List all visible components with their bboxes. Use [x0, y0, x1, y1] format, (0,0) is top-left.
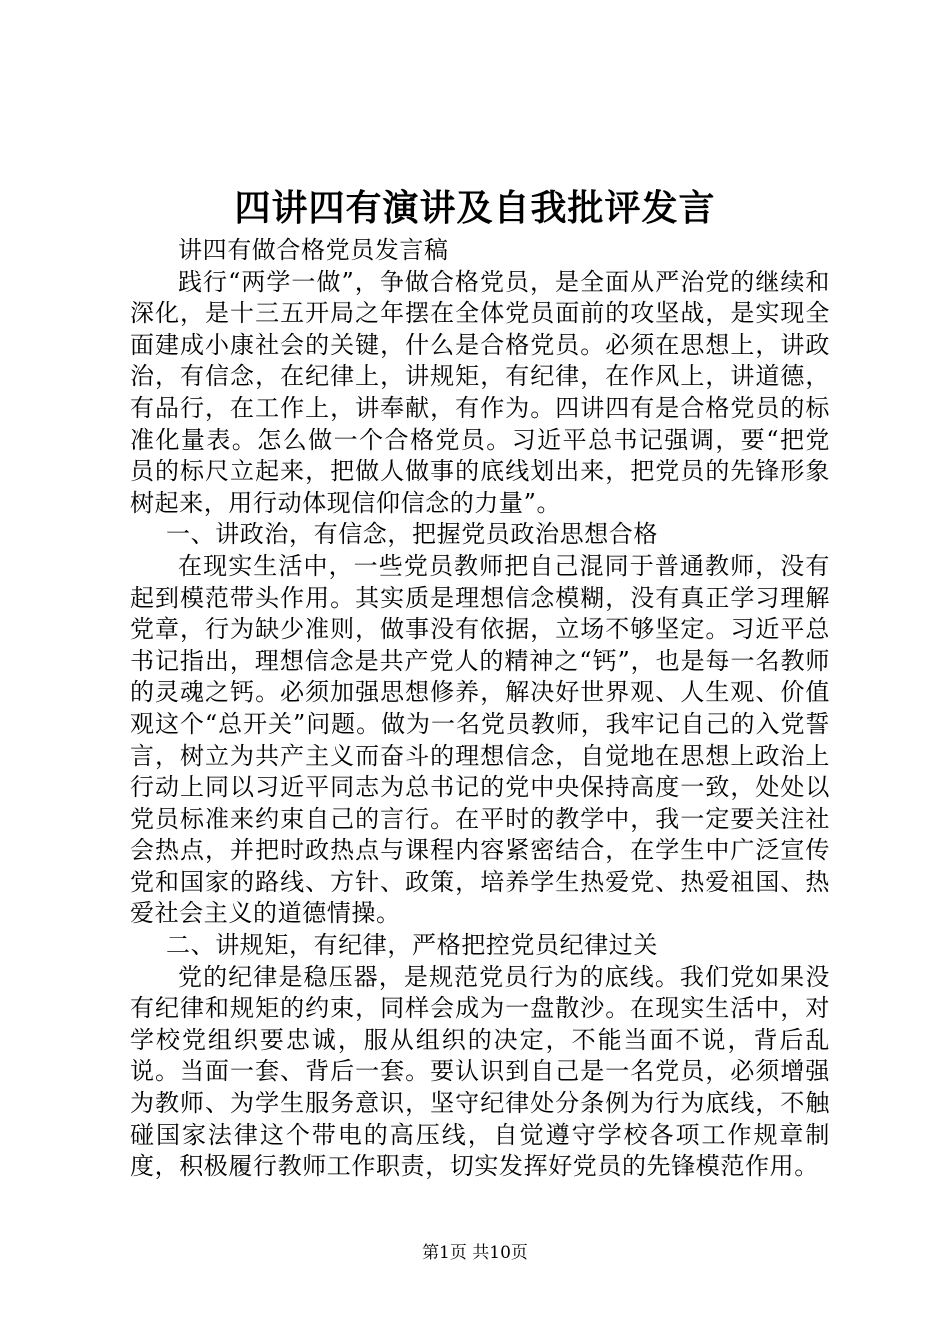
body-paragraph: 在现实生活中，一些党员教师把自己混同于普通教师，没有起到模范带头作用。其实质是理想信念模糊，没有真正学习理解党章，行为缺少准则，做事没有依据，立场不够坚定。习近平总书记指出，理想信念是共产党人的精神之“钙”，也是每一名教师的灵魂之钙。必须加强思想修养，解决好世界观、人生观、价值观这个“总开关”问题。做为一名党员教师，我牢记自己的入党誓言，树立为共产主义而奋斗的理想信念，自觉地在思想上政治上行动上同以习近平同志为总书记的党中央保持高度一致，处处以党员标准来约束自己的言行。在平时的教学中，我一定要关注社会热点，并把时政热点与课程内容紧密结合，在学生中广泛宣传党和国家的路线、方针、政策，培养学生热爱党、热爱祖国、热爱社会主义的道德情操。	[130, 551, 830, 928]
section-heading: 一、讲政治，有信念，把握党员政治思想合格	[166, 520, 658, 549]
body-paragraph: 党的纪律是稳压器，是规范党员行为的底线。我们党如果没有纪律和规矩的约束，同样会成为一盘散沙。在现实生活中，对学校党组织要忠诚，服从组织的决定，不能当面不说，背后乱说。当面一套、背后一套。要认识到自己是一名党员，必须增强为教师、为学生服务意识，坚守纪律处分条例为行为底线，不触碰国家法律这个带电的高压线，自觉遵守学校各项工作规章制度，积极履行教师工作职责，切实发挥好党员的先锋模范作用。	[130, 962, 830, 1181]
document-body	[130, 235, 830, 1183]
body-paragraph: 践行“两学一做”，争做合格党员，是全面从严治党的继续和深化，是十三五开局之年摆在全体党员面前的攻坚战，是实现全面建成小康社会的关键，什么是合格党员。必须在思想上，讲政治，有信念，在纪律上，讲规矩，有纪律，在作风上，讲道德，有品行，在工作上，讲奉献，有作为。四讲四有是合格党员的标准化量表。怎么做一个合格党员。习近平总书记强调，要“把党员的标尺立起来，把做人做事的底线划出来，把党员的先锋形象树起来，用行动体现信仰信念的力量”。	[130, 267, 830, 517]
document-title: 四讲四有演讲及自我批评发言	[234, 187, 716, 229]
page-footer: 第1页 共10页	[422, 1243, 528, 1263]
subtitle-paragraph: 讲四有做合格党员发言稿	[178, 236, 449, 264]
section-heading: 二、讲规矩，有纪律，严格把控党员纪律过关	[166, 931, 658, 960]
